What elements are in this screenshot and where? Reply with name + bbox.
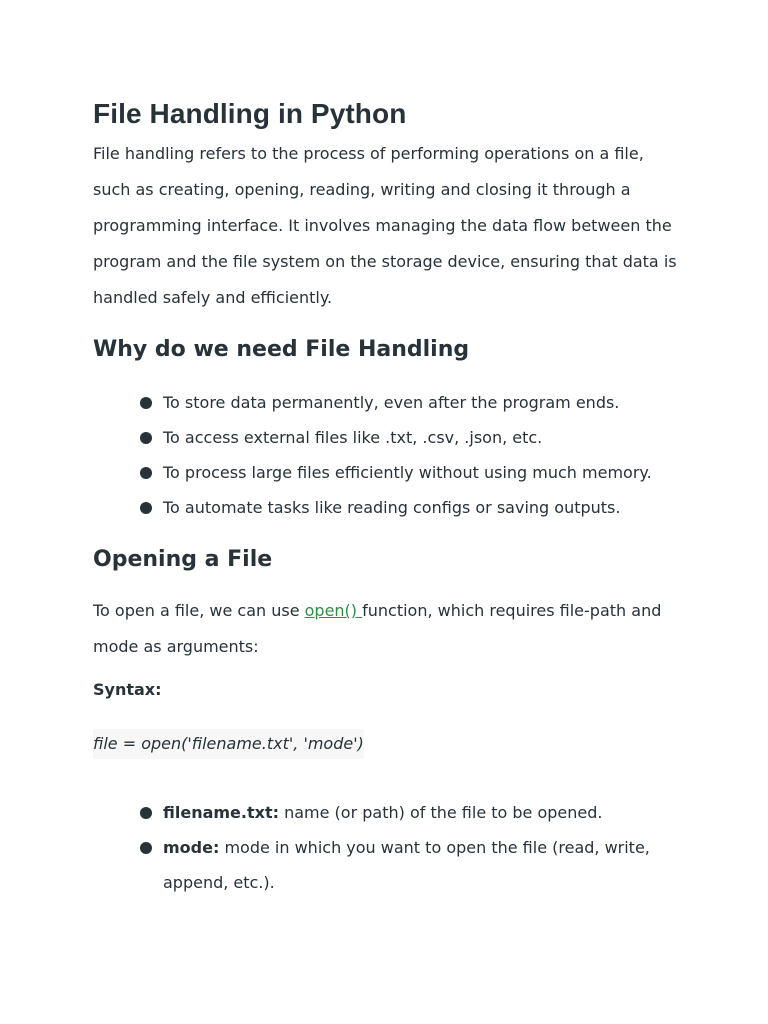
open-function-link[interactable]: open() xyxy=(304,601,363,620)
bullet-icon xyxy=(140,842,152,854)
list-item xyxy=(140,455,683,490)
bullet-icon xyxy=(140,432,152,444)
article xyxy=(93,92,683,900)
param-term: mode: xyxy=(163,838,220,857)
list-item xyxy=(140,490,683,525)
syntax-label: Syntax: xyxy=(93,680,162,699)
list-item xyxy=(140,385,683,420)
list-item-text: To access external files like .txt, .csv, .json, etc. xyxy=(163,428,543,447)
opening-heading: Opening a File xyxy=(93,547,273,572)
list-item-text: To process large files efficiently without using much memory. xyxy=(163,463,652,482)
bullet-icon xyxy=(140,467,152,479)
syntax-code: file = open('filename.txt', 'mode') xyxy=(93,729,364,759)
opening-text-start: To open a file, we can use xyxy=(93,601,305,620)
why-heading: Why do we need File Handling xyxy=(93,337,470,362)
intro-paragraph: File handling refers to the process of performing operations on a file, such as creating, opening, reading, writing and closing it through a programming interface. It involves managing the data flow between the program and the file system on the storage device, ensuring that data is handled safely and efficiently. xyxy=(93,144,677,307)
opening-text-end: function, which requires file-path and mode as arguments: xyxy=(93,601,662,656)
opening-paragraph xyxy=(93,593,683,665)
bullet-icon xyxy=(140,397,152,409)
param-term: filename.txt: xyxy=(163,803,279,822)
list-item-text: To automate tasks like reading configs or saving outputs. xyxy=(163,498,621,517)
list-item xyxy=(140,830,683,900)
bullet-icon xyxy=(140,807,152,819)
list-item xyxy=(140,795,683,830)
page-title: File Handling in Python xyxy=(93,98,407,129)
bullet-icon xyxy=(140,502,152,514)
why-list xyxy=(93,385,683,525)
list-item xyxy=(140,420,683,455)
params-list xyxy=(93,795,683,900)
list-item-text: To store data permanently, even after the program ends. xyxy=(163,393,620,412)
param-desc: name (or path) of the file to be opened. xyxy=(279,803,603,822)
param-desc: mode in which you want to open the file (read, write, append, etc.). xyxy=(163,838,650,892)
